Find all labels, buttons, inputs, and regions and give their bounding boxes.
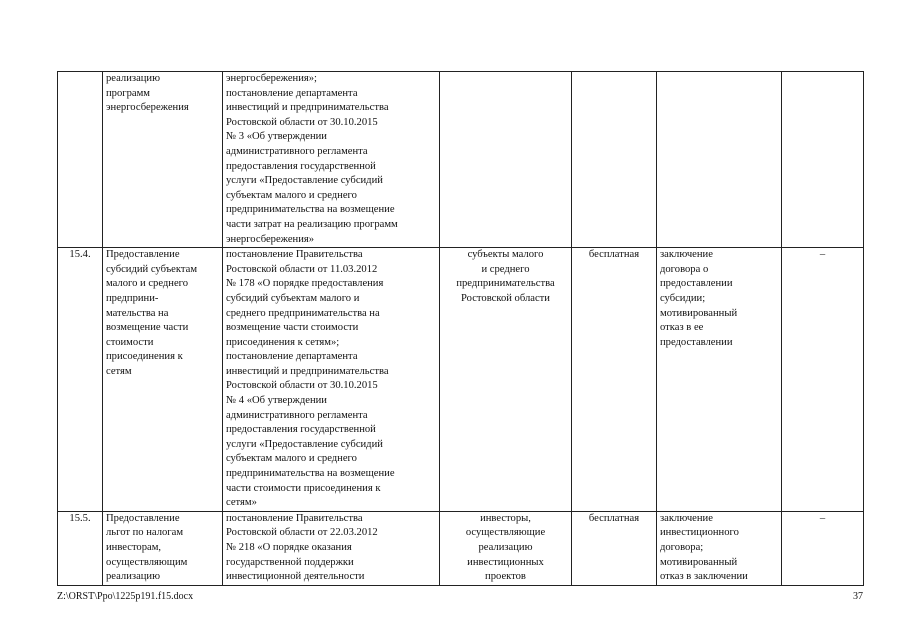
- table-row: [58, 511, 864, 585]
- table-row: [58, 72, 864, 248]
- result: [657, 72, 782, 248]
- service-name: Предоставление льгот по налогам инвесторам, осуществляющим реализацию: [103, 511, 223, 585]
- row-number: [58, 72, 103, 248]
- file-path: Z:\ORST\Ppo\1225p191.f15.docx: [57, 591, 194, 602]
- payment: бесплатная: [572, 511, 657, 585]
- legal-basis: постановление Правительства Ростовской области от 11.03.2012 № 178 «О порядке предоставления субсидий субъектам малого и среднего предпринимательства на возмещение части стоимости присоединения к сетям»; постановление департамента инвестиций и предпринимательства Ростовской области от 30.10.2015 № 4 «Об утверждении административного регламента предоставления государственной услуги «Предоставление субсидий субъектам малого и среднего предпринимательства на возмещение части стоимости присоединения к сетям»: [223, 248, 440, 512]
- note: [782, 72, 864, 248]
- result: заключение инвестиционного договора; мотивированный отказ в заключении: [657, 511, 782, 585]
- result: заключение договора о предоставлении субсидии; мотивированный отказ в ее предоставлении: [657, 248, 782, 512]
- recipients: субъекты малого и среднего предпринимательства Ростовской области: [440, 248, 572, 512]
- services-table: [57, 71, 864, 586]
- row-number: 15.4.: [58, 248, 103, 512]
- recipients: инвесторы, осуществляющие реализацию инвестиционных проектов: [440, 511, 572, 585]
- legal-basis: постановление Правительства Ростовской области от 22.03.2012 № 218 «О порядке оказания государственной поддержки инвестиционной деятельности: [223, 511, 440, 585]
- table-row: [58, 248, 864, 512]
- row-number: 15.5.: [58, 511, 103, 585]
- payment: бесплатная: [572, 248, 657, 512]
- service-name: реализацию программ энергосбережения: [103, 72, 223, 248]
- recipients: [440, 72, 572, 248]
- note: –: [782, 511, 864, 585]
- payment: [572, 72, 657, 248]
- service-name: Предоставление субсидий субъектам малого и среднего предприни- мательства на возмещение части стоимости присоединения к сетям: [103, 248, 223, 512]
- legal-basis: энергосбережения»; постановление департамента инвестиций и предпринимательства Ростовской области от 30.10.2015 № 3 «Об утверждении административного регламента предоставления государственной услуги «Предоставление субсидий субъектам малого и среднего предпринимательства на возмещение части затрат на реализацию программ энергосбережения»: [223, 72, 440, 248]
- note: –: [782, 248, 864, 512]
- page-number: 37: [853, 591, 863, 602]
